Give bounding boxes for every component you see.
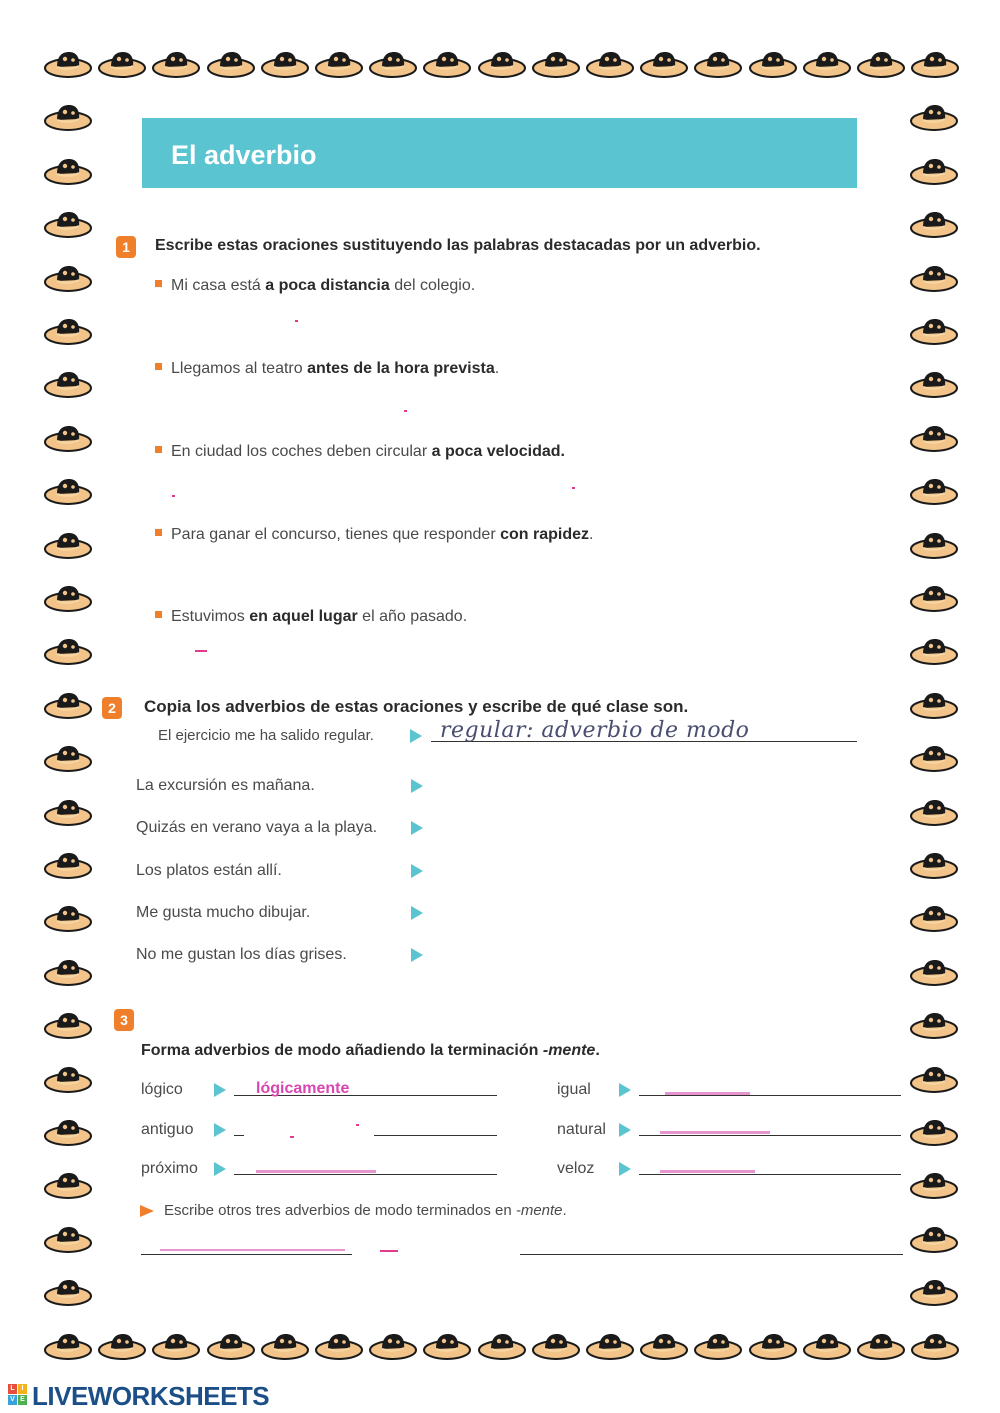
hat-icon	[43, 99, 93, 135]
hat-icon	[43, 740, 93, 776]
hat-icon	[260, 46, 310, 82]
triangle-arrow-icon	[411, 779, 423, 793]
hat-icon	[909, 260, 959, 296]
hat-icon	[909, 1167, 959, 1203]
answer-line[interactable]	[639, 1095, 901, 1096]
hat-icon	[802, 46, 852, 82]
base-word: próximo	[141, 1160, 198, 1177]
hat-icon	[43, 1114, 93, 1150]
hat-icon	[909, 1274, 959, 1310]
hat-icon	[585, 46, 635, 82]
hat-icon	[585, 1328, 635, 1364]
hat-icon	[43, 420, 93, 456]
exercise-2-sentence: Me gusta mucho dibujar.	[136, 904, 311, 921]
hat-icon	[909, 580, 959, 616]
hat-icon	[748, 46, 798, 82]
hat-icon	[43, 366, 93, 402]
answer-field-mark[interactable]	[295, 320, 298, 322]
hat-icon	[909, 1007, 959, 1043]
triangle-arrow-icon	[619, 1162, 631, 1176]
exercise-1-number: 1	[116, 236, 136, 258]
hat-icon	[43, 687, 93, 723]
bullet-icon	[155, 280, 162, 287]
hat-icon	[909, 900, 959, 936]
hat-icon	[43, 900, 93, 936]
hat-icon	[43, 473, 93, 509]
triangle-arrow-icon	[410, 729, 422, 743]
answer-field-mark[interactable]	[290, 1136, 294, 1138]
hidden-answer-mark[interactable]	[256, 1170, 376, 1173]
answer-line[interactable]	[639, 1174, 901, 1175]
hat-icon	[909, 366, 959, 402]
triangle-arrow-icon	[619, 1123, 631, 1137]
page-title: El adverbio	[171, 140, 317, 170]
triangle-arrow-icon	[411, 821, 423, 835]
hat-icon	[909, 740, 959, 776]
exercise-1-instruction: Escribe estas oraciones sustituyendo las palabras destacadas por un adverbio.	[155, 237, 761, 254]
exercise-2-sentence: Quizás en verano vaya a la playa.	[136, 819, 378, 836]
exercise-1-sentence: Llegamos al teatro antes de la hora prevista.	[155, 360, 499, 378]
base-word: antiguo	[141, 1121, 194, 1138]
hat-icon	[43, 954, 93, 990]
hat-icon	[531, 46, 581, 82]
answer-field-mark[interactable]	[404, 410, 407, 412]
base-word: igual	[557, 1081, 591, 1098]
exercise-1-sentence: En ciudad los coches deben circular a poca velocidad.	[155, 443, 565, 461]
example-sentence: El ejercicio me ha salido regular.	[158, 727, 374, 744]
hat-icon	[314, 1328, 364, 1364]
answer-line[interactable]	[374, 1135, 497, 1136]
answer-field-mark[interactable]	[572, 487, 575, 489]
answer-line[interactable]	[234, 1135, 244, 1136]
exercise-2-number: 2	[102, 697, 122, 719]
hat-icon	[531, 1328, 581, 1364]
hidden-answer-mark[interactable]	[665, 1092, 750, 1095]
hat-icon	[748, 1328, 798, 1364]
hat-icon	[43, 1221, 93, 1257]
hat-icon	[909, 1221, 959, 1257]
exercise-2-sentence: No me gustan los días grises.	[136, 946, 347, 963]
hat-icon	[856, 1328, 906, 1364]
hat-icon	[477, 1328, 527, 1364]
answer-field-mark[interactable]	[380, 1250, 398, 1252]
answer-line[interactable]	[520, 1254, 903, 1255]
triangle-arrow-icon	[214, 1162, 226, 1176]
hat-icon	[43, 1061, 93, 1097]
exercise-1-sentence: Para ganar el concurso, tienes que responder con rapidez.	[155, 526, 593, 544]
hat-icon	[909, 527, 959, 563]
hat-icon	[909, 99, 959, 135]
hat-icon	[802, 1328, 852, 1364]
hat-icon	[206, 1328, 256, 1364]
hat-icon	[314, 46, 364, 82]
hat-icon	[97, 46, 147, 82]
hat-icon	[368, 46, 418, 82]
answer-field-mark[interactable]	[195, 650, 207, 652]
bullet-icon	[155, 611, 162, 618]
hat-icon	[43, 580, 93, 616]
hat-icon	[97, 1328, 147, 1364]
sub-instruction: Escribe otros tres adverbios de modo terminados en -mente.	[164, 1202, 567, 1219]
hat-icon	[909, 687, 959, 723]
hat-icon	[909, 1114, 959, 1150]
hat-icon	[422, 46, 472, 82]
example-handwritten-answer: regular: adverbio de modo	[440, 718, 750, 743]
hat-icon	[909, 794, 959, 830]
triangle-arrow-icon	[411, 864, 423, 878]
hidden-answer-mark[interactable]	[660, 1131, 770, 1134]
hat-icon	[909, 153, 959, 189]
hidden-answer-mark[interactable]	[160, 1249, 345, 1251]
triangle-arrow-icon	[411, 906, 423, 920]
bullet-icon	[155, 529, 162, 536]
hat-icon	[909, 206, 959, 242]
orange-arrow-icon	[140, 1205, 154, 1217]
answer-line[interactable]	[639, 1135, 901, 1136]
hat-icon	[43, 1328, 93, 1364]
hat-icon	[43, 794, 93, 830]
base-word: natural	[557, 1121, 606, 1138]
base-word: veloz	[557, 1160, 595, 1177]
hat-icon	[910, 46, 960, 82]
hat-icon	[43, 527, 93, 563]
exercise-3-number: 3	[114, 1009, 134, 1031]
hat-icon	[43, 633, 93, 669]
hat-icon	[43, 1007, 93, 1043]
exercise-3-instruction: Forma adverbios de modo añadiendo la terminación -mente.	[141, 1042, 600, 1059]
hat-icon	[43, 260, 93, 296]
hat-icon	[909, 1061, 959, 1097]
hat-icon	[43, 46, 93, 82]
hat-icon	[910, 1328, 960, 1364]
hat-icon	[260, 1328, 310, 1364]
answer-logicamente: lógicamente	[256, 1080, 350, 1097]
hat-icon	[693, 46, 743, 82]
hat-icon	[693, 1328, 743, 1364]
hat-icon	[151, 1328, 201, 1364]
hat-icon	[909, 313, 959, 349]
bullet-icon	[155, 363, 162, 370]
hat-icon	[43, 847, 93, 883]
hat-icon	[477, 46, 527, 82]
triangle-arrow-icon	[619, 1083, 631, 1097]
hat-icon	[856, 46, 906, 82]
triangle-arrow-icon	[214, 1083, 226, 1097]
answer-field-mark[interactable]	[172, 495, 175, 497]
hat-icon	[909, 847, 959, 883]
hat-icon	[909, 633, 959, 669]
title-banner	[142, 118, 857, 188]
base-word: lógico	[141, 1081, 183, 1098]
exercise-2-sentence: La excursión es mañana.	[136, 777, 315, 794]
hat-icon	[151, 46, 201, 82]
hat-icon	[368, 1328, 418, 1364]
hat-icon	[639, 46, 689, 82]
hat-icon	[422, 1328, 472, 1364]
hat-icon	[909, 954, 959, 990]
hat-icon	[909, 420, 959, 456]
exercise-1-sentence: Estuvimos en aquel lugar el año pasado.	[155, 608, 467, 626]
logo-text: LIVEWORKSHEETS	[32, 1381, 270, 1411]
answer-line[interactable]	[234, 1174, 497, 1175]
hat-icon	[43, 206, 93, 242]
exercise-1-sentence: Mi casa está a poca distancia del colegio.	[155, 277, 475, 295]
logo-blocks-icon: L I V E	[8, 1384, 28, 1406]
answer-line[interactable]	[141, 1254, 352, 1255]
hat-icon	[639, 1328, 689, 1364]
hidden-answer-mark[interactable]	[660, 1170, 755, 1173]
hat-icon	[206, 46, 256, 82]
triangle-arrow-icon	[411, 948, 423, 962]
hat-icon	[43, 153, 93, 189]
triangle-arrow-icon	[214, 1123, 226, 1137]
answer-field-mark[interactable]	[356, 1124, 359, 1126]
bullet-icon	[155, 446, 162, 453]
hat-icon	[909, 473, 959, 509]
hat-icon	[43, 1167, 93, 1203]
hat-icon	[43, 313, 93, 349]
hat-icon	[43, 1274, 93, 1310]
exercise-2-sentence: Los platos están allí.	[136, 862, 282, 879]
exercise-2-instruction: Copia los adverbios de estas oraciones y escribe de qué clase son.	[144, 697, 689, 716]
